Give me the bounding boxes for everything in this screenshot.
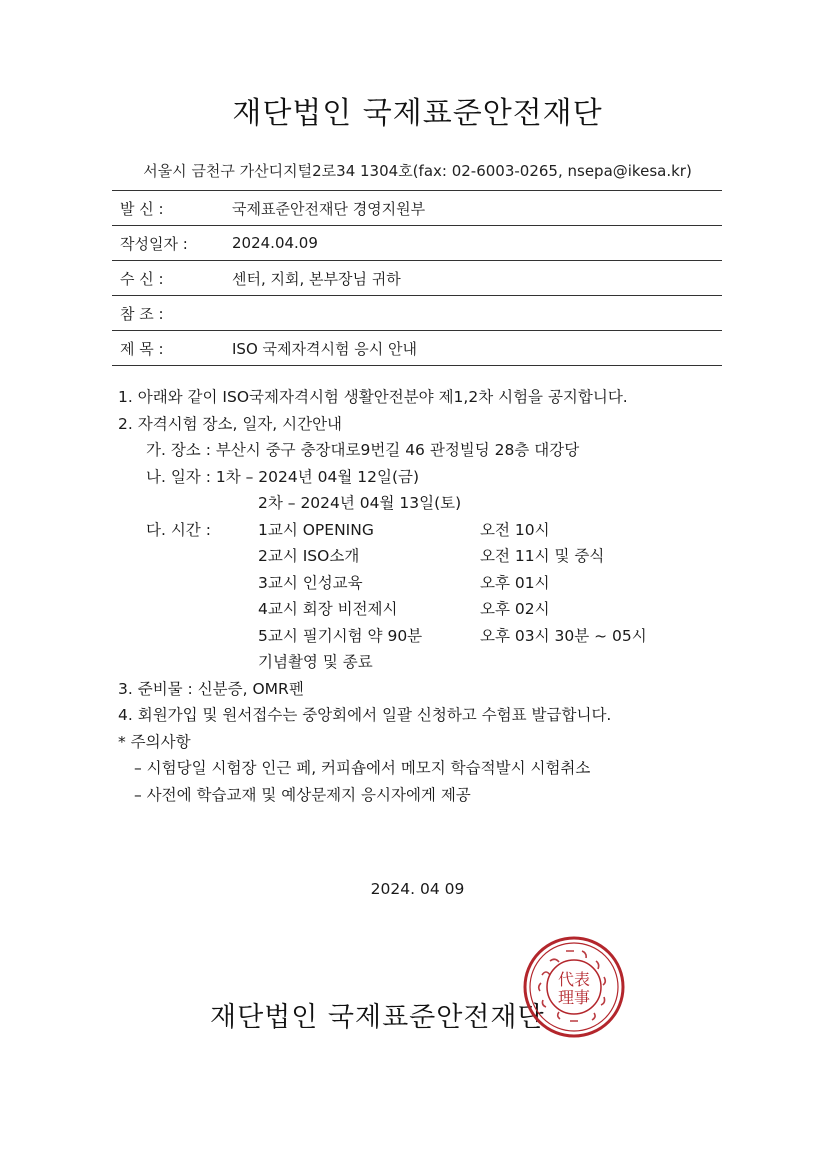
schedule-session: 2교시 ISO소개	[258, 547, 360, 565]
subject-value: ISO 국제자격시험 응시 안내	[226, 331, 722, 366]
header-table	[112, 190, 722, 366]
page-title: 재단법인 국제표준안전재단	[232, 96, 603, 131]
header-row-recipient	[112, 261, 722, 296]
item-3: 3. 준비물 : 신분증, OMR펜	[118, 679, 304, 698]
notice-1: – 시험당일 시험장 인근 페, 커피숍에서 메모지 학습적발시 시험취소	[134, 759, 591, 777]
date-value: 2024.04.09	[226, 226, 722, 261]
item-2: 2. 자격시험 장소, 일자, 시간안내	[118, 414, 343, 433]
subject-label: 제 목 :	[112, 331, 226, 366]
exam-date-2: 2차 – 2024년 04월 13일(토)	[258, 494, 462, 512]
address-line: 서울시 금천구 가산디지털2로34 1304호(fax: 02-6003-0265, nsepa@ikesa.kr)	[143, 162, 692, 180]
sender-value: 국제표준안전재단 경영지원부	[226, 191, 722, 226]
schedule-prefix: 다. 시간 :	[146, 520, 211, 539]
schedule-row	[118, 517, 808, 544]
schedule-time: 오전 11시 및 중식	[480, 547, 605, 565]
official-seal-icon	[522, 935, 626, 1039]
reference-value	[226, 296, 722, 331]
schedule-row	[118, 543, 808, 570]
seal-text-bottom: 理事	[557, 988, 591, 1007]
header-row-date	[112, 226, 722, 261]
schedule-time: 오후 03시 30분 ~ 05시	[480, 626, 647, 645]
schedule-row	[118, 623, 808, 650]
schedule-time: 오후 01시	[480, 573, 550, 592]
notice-title: * 주의사항	[118, 732, 191, 751]
recipient-value: 센터, 지회, 본부장님 귀하	[226, 261, 722, 296]
header-row-sender	[112, 191, 722, 226]
item-4: 4. 회원가입 및 원서접수는 중앙회에서 일괄 신청하고 수험표 발급합니다.	[118, 706, 612, 724]
signature-name: 재단법인 국제표준안전재단	[210, 1002, 545, 1033]
schedule-session: 1교시 OPENING	[258, 520, 374, 539]
schedule-time: 오전 10시	[480, 520, 550, 539]
header-row-subject	[112, 331, 722, 366]
item-1: 1. 아래와 같이 ISO국제자격시험 생활안전분야 제1,2차 시험을 공지합니다.	[118, 388, 628, 406]
issue-date: 2024. 04 09	[370, 880, 465, 898]
notice-2: – 사전에 학습교재 및 예상문제지 응시자에게 제공	[134, 785, 471, 804]
schedule-time: 오후 02시	[480, 600, 550, 618]
date-label: 작성일자 :	[112, 226, 226, 261]
reference-label: 참 조 :	[112, 296, 226, 331]
closing-line: 기념촬영 및 종료	[258, 653, 373, 671]
schedule-row	[118, 596, 808, 623]
document-body	[118, 384, 808, 808]
recipient-label: 수 신 :	[112, 261, 226, 296]
schedule-row	[118, 570, 808, 597]
schedule-session: 3교시 인성교육	[258, 573, 363, 592]
sender-label: 발 신 :	[112, 191, 226, 226]
schedule-session: 4교시 회장 비전제시	[258, 600, 398, 618]
exam-place: 가. 장소 : 부산시 중구 충장대로9번길 46 관정빌딩 28층 대강당	[146, 441, 580, 459]
exam-date-1: 나. 일자 : 1차 – 2024년 04월 12일(금)	[146, 467, 420, 486]
header-row-reference	[112, 296, 722, 331]
seal-text-top: 代表	[557, 970, 591, 989]
schedule-session: 5교시 필기시험 약 90분	[258, 626, 423, 645]
